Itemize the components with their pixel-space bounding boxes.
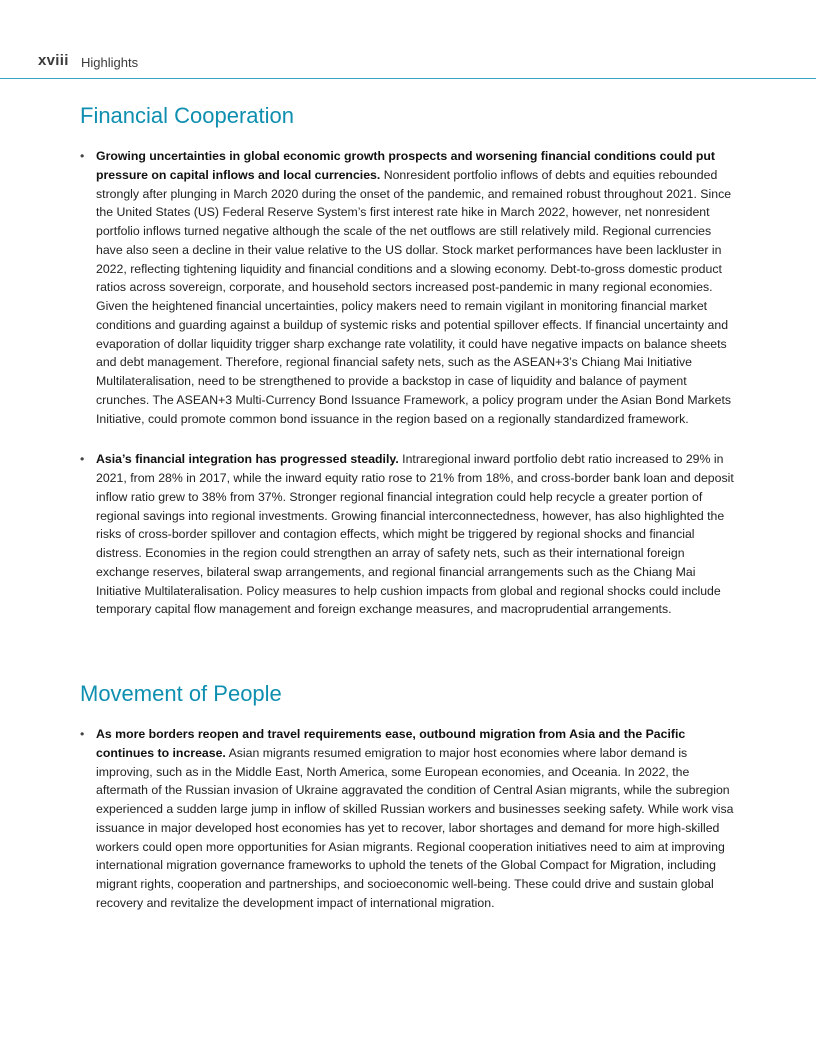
bullet-lead: Asia’s financial integration has progressed steadily.: [96, 452, 399, 467]
section-title-movement-of-people: Movement of People: [80, 681, 282, 706]
bullet-body: Intraregional inward portfolio debt ratio increased to 29% in 2021, from 28% in 2017, while the inward equity ratio rose to 21% from 18%, and cross-border bank loan and deposit inflow ratio grew to 38% from 37%. Stronger regional financial integration could help recycle a greater portion of regional savings into regional investments. Growing financial interconnectedness, however, has also highlighted the risks of cross-border spillover and contagion effects, which might be triggered by regional shocks and financial distress. Economies in the region could strengthen an array of safety nets, such as their international foreign exchange reserves, bilateral swap arrangements, and regional financial arrangements such as the Chiang Mai Initiative Multilateralisation. Policy measures to help cushion impacts from global and regional shocks could include temporary capital flow management and foreign exchange measures, and macroprudential arrangements.: [96, 452, 734, 617]
bullet-item: [80, 147, 736, 428]
bullet-glyph: •: [80, 727, 85, 741]
page-number: xviii: [38, 52, 69, 69]
section-title-financial-cooperation: Financial Cooperation: [80, 103, 295, 128]
bullet-body: Nonresident portfolio inflows of debts and equities rebounded strongly after plunging in March 2020 during the onset of the pandemic, and remained robust throughout 2021. Since the United States (US) Federal Reserve System’s first interest rate hike in March 2022, however, net nonresident portfolio inflows turned negative although the scale of the net outflows are still relatively mild. Regional currencies have also seen a decline in their value relative to the US dollar. Stock market performances have been lackluster in 2022, reflecting tightening liquidity and financial conditions and a slowing economy. Debt-to-gross domestic product ratios across sovereign, corporate, and household sectors increased post-pandemic in many regional economies. Given the heightened financial uncertainties, policy makers need to remain vigilant in monitoring financial market conditions and guarding against a buildup of systemic risks and potential spillover effects. If financial uncertainty and evaporation of dollar liquidity trigger sharp exchange rate volatility, it could have negative impacts on balance sheets and debt management. Therefore, regional financial safety nets, such as the ASEAN+3’s Chiang Mai Initiative Multilateralisation, need to be strengthened to provide a backstop in case of liquidity and balance of payment crunches. The ASEAN+3 Multi-Currency Bond Issuance Framework, a policy program under the Asian Bond Markets Initiative, could promote common bond issuance in the region based on a regionally standardized framework.: [96, 167, 732, 426]
bullet-lead: Growing uncertainties in global economic growth prospects and worsening financial conditions could put pressure on capital inflows and local currencies.: [96, 149, 715, 182]
financial-cooperation-bullets: [80, 147, 736, 641]
movement-of-people-bullets: [80, 725, 736, 935]
header-rule: [0, 78, 816, 79]
bullet-item: [80, 450, 736, 619]
bullet-glyph: •: [80, 452, 85, 467]
bullet-body: Asian migrants resumed emigration to major host economies where labor demand is improving, such as in the Middle East, North America, some European economies, and Oceania. In 2022, the aftermath of the Russian invasion of Ukraine aggravated the condition of Central Asian migrants, while the subregion experienced a sudden large jump in inflow of skilled Russian workers and businesses seeking safety. While work visa issuance in major developed host economies has yet to recover, labor shortages and demand for more high-skilled workers could open more opportunities for Asian migrants. Regional cooperation initiatives need to aim at improving international migration governance frameworks to uphold the tenets of the Global Compact for Migration, including migrant rights, cooperation and partnerships, and socioeconomic well-being. These could drive and sustain global recovery and revitalize the development impact of international migration.: [96, 745, 734, 910]
running-head: Highlights: [81, 55, 139, 70]
page-header: [0, 0, 816, 80]
bullet-glyph: •: [80, 149, 85, 163]
bullet-lead: As more borders reopen and travel requirements ease, outbound migration from Asia and the Pacific continues to increase.: [96, 727, 686, 760]
bullet-item: [80, 725, 736, 913]
